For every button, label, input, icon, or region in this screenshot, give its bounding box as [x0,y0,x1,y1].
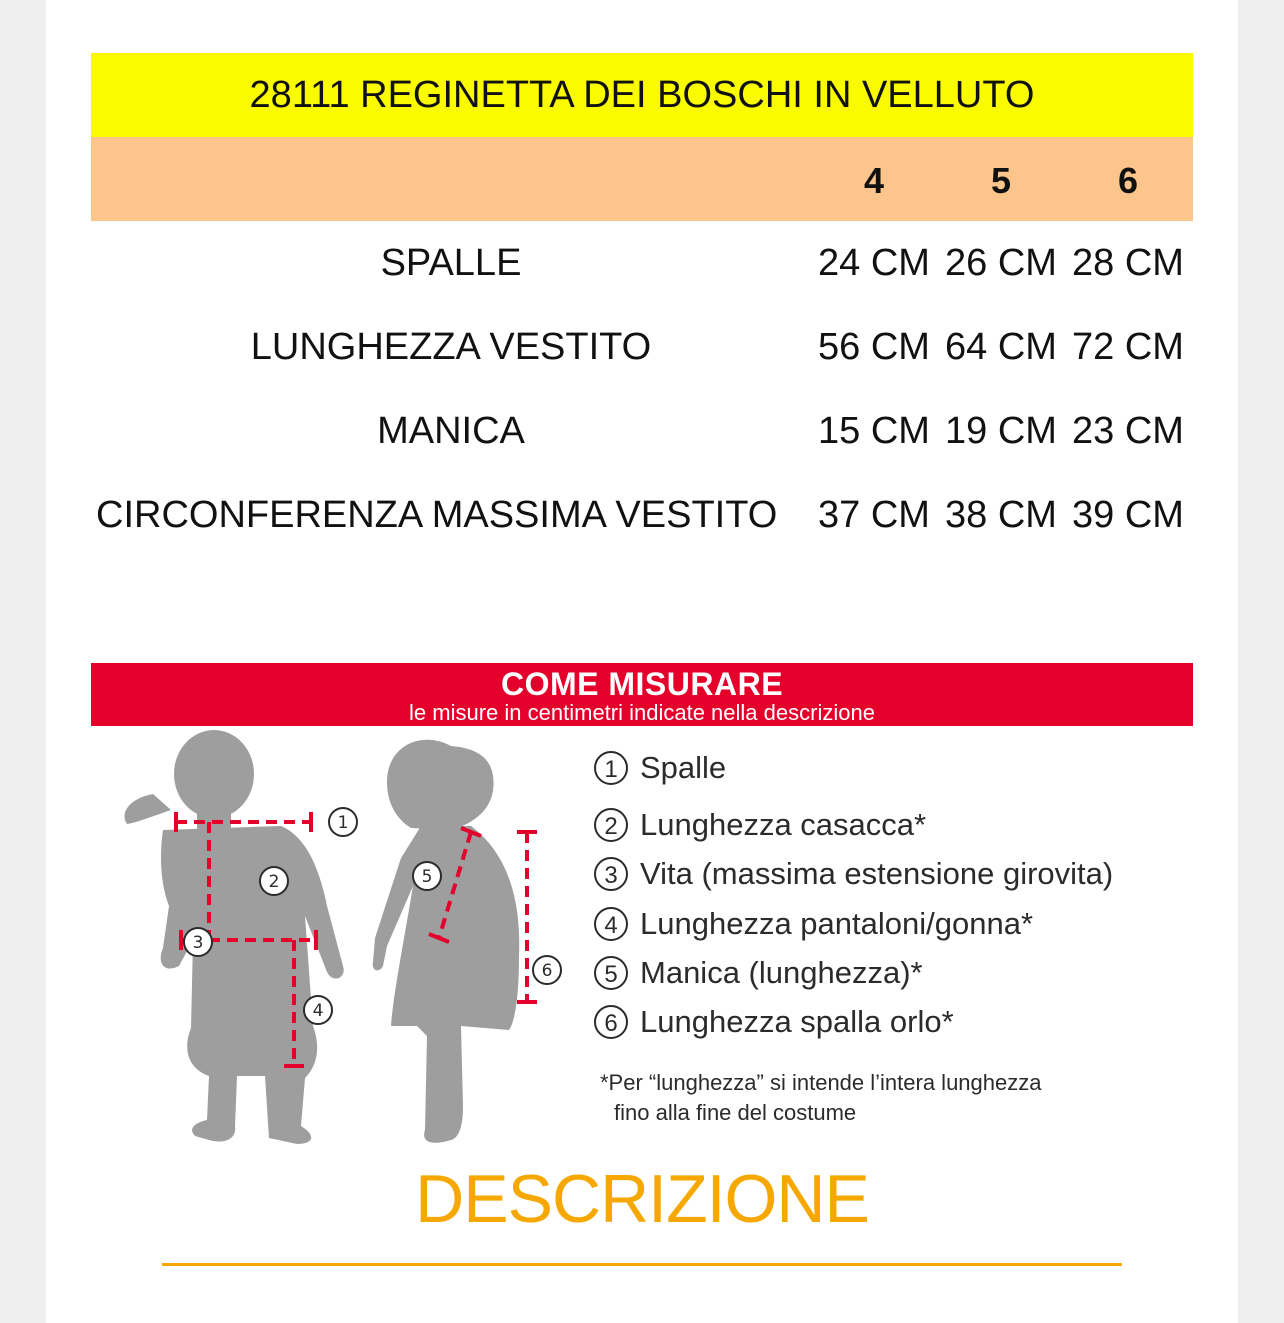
svg-text:2: 2 [268,872,280,892]
legend-item [594,854,1113,892]
legend-item [594,1002,954,1040]
size-header-5: 5 [990,160,1012,201]
marker-1 [329,808,357,836]
row-label: MANICA [377,410,525,452]
legend-label: Spalle [640,749,727,785]
row-value: 24 CM [818,242,930,284]
row-value: 39 CM [1072,494,1184,536]
how-to-measure-header [91,663,1193,726]
legend-number: 1 [594,751,628,785]
row-value: 37 CM [818,494,930,536]
legend-number: 2 [594,808,628,842]
marker-6 [533,956,561,984]
row-value: 64 CM [945,326,1057,368]
table-row [91,221,1193,305]
row-value: 56 CM [818,326,930,368]
row-label: LUNGHEZZA VESTITO [250,326,652,368]
description-divider [162,1263,1122,1266]
measure-note-line2: fino alla fine del costume [614,1100,857,1125]
legend-number: 3 [594,857,628,891]
legend-number: 4 [594,907,628,941]
measure-note-line1: *Per “lunghezza” si intende l’intera lunghezza [600,1070,1042,1095]
how-to-measure-subtitle: le misure in centimetri indicate nella descrizione [409,700,875,725]
measure-note [600,1068,1200,1128]
legend-label: Lunghezza spalla orlo* [640,1003,954,1039]
measurement-figures [91,726,571,1156]
svg-text:1: 1 [337,813,349,833]
row-value: 28 CM [1072,242,1184,284]
legend-item [594,805,926,843]
row-value: 23 CM [1072,410,1184,452]
row-label: SPALLE [380,242,522,284]
legend-label: Lunghezza pantaloni/gonna* [640,905,1034,941]
size-header-6: 6 [1117,160,1139,201]
product-title-bar [91,53,1193,137]
row-value: 26 CM [945,242,1057,284]
how-to-measure-title: COME MISURARE [500,666,784,702]
legend-label: Vita (massima estensione girovita) [640,855,1114,891]
row-value: 19 CM [945,410,1057,452]
marker-5 [413,862,441,890]
legend-item [594,953,923,991]
size-header-4: 4 [863,160,885,201]
legend-number: 5 [594,956,628,990]
table-row [91,305,1193,389]
row-label: CIRCONFERENZA MASSIMA VESTITO [96,494,778,536]
svg-text:3: 3 [192,933,204,953]
row-value: 15 CM [818,410,930,452]
legend-label: Manica (lunghezza)* [640,954,923,990]
marker-2 [260,867,288,895]
marker-4 [304,996,332,1024]
legend-item [594,748,726,786]
row-value: 72 CM [1072,326,1184,368]
marker-3 [184,928,212,956]
row-value: 38 CM [945,494,1057,536]
svg-text:5: 5 [421,867,433,887]
legend-item [594,904,1033,942]
table-row [91,389,1193,473]
product-title: 28111 REGINETTA DEI BOSCHI IN VELLUTO [249,73,1035,116]
legend-label: Lunghezza casacca* [640,806,927,842]
legend-number: 6 [594,1005,628,1039]
page [46,0,1238,1323]
svg-text:4: 4 [312,1001,324,1021]
table-row [91,473,1193,557]
size-header-bar [91,137,1193,221]
description-heading: DESCRIZIONE [415,1161,869,1237]
svg-text:6: 6 [541,961,553,981]
child-silhouette-front [125,730,344,1144]
